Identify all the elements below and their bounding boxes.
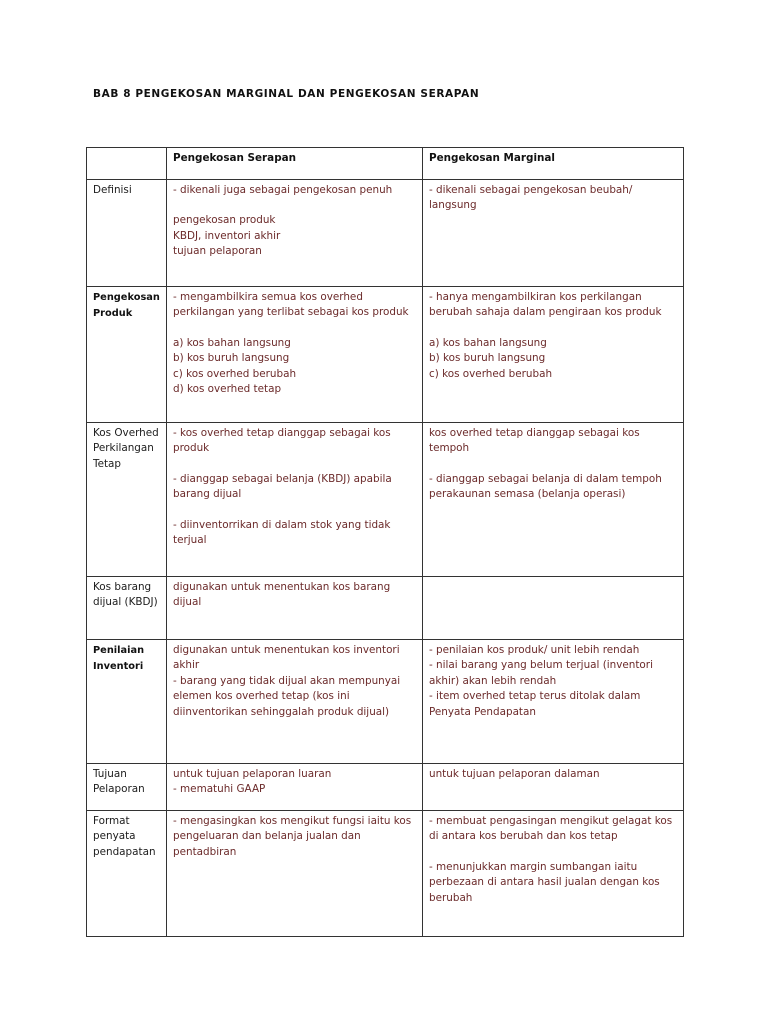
cell-text-line: perbezaan di antara hasil jualan dengan kos	[429, 876, 660, 889]
cell-text-line: - dikenali juga sebagai pengekosan penuh	[173, 184, 393, 196]
cell-text-line: - mematuhi GAAP	[173, 783, 266, 796]
cell-text-line: pengeluaran dan belanja jualan dan	[173, 830, 361, 843]
header-empty-cell	[87, 148, 167, 180]
cell-text-line: c) kos overhed berubah	[173, 367, 297, 380]
cell-text-line: - nilai barang yang belum terjual (inventori	[429, 659, 653, 672]
row-label: Tujuan Pelaporan	[87, 764, 167, 811]
cell-text-line: d) kos overhed tetap	[173, 383, 282, 396]
row-label: Format penyata pendapatan	[87, 811, 167, 937]
cell-text-line: - mengambilkira semua kos overhed	[173, 291, 363, 303]
cell-text-line: barang dijual	[173, 488, 242, 501]
paragraph-gap	[429, 457, 677, 472]
row-label: Kos Overhed Perkilangan Tetap	[87, 423, 167, 577]
row-label: Kos barang dijual (KBDJ)	[87, 577, 167, 640]
table-row	[87, 423, 684, 577]
cell-text-line: - mengasingkan kos mengikut fungsi iaitu kos	[173, 815, 412, 827]
paragraph-gap	[173, 503, 416, 518]
cell-text-line: b) kos buruh langsung	[429, 352, 546, 365]
table-row	[87, 180, 684, 287]
table-row	[87, 577, 684, 640]
header-serapan: Pengekosan Serapan	[167, 148, 423, 180]
table-row	[87, 764, 684, 811]
cell-serapan	[167, 423, 423, 577]
cell-text-line: langsung	[429, 199, 477, 212]
cell-text-line: dijual	[173, 596, 202, 609]
cell-text-line: - kos overhed tetap dianggap sebagai kos	[173, 427, 391, 439]
cell-text-line: - dianggap sebagai belanja (KBDJ) apabila	[173, 472, 392, 485]
paragraph-gap	[429, 321, 677, 336]
cell-text-line: di antara kos berubah dan kos tetap	[429, 830, 618, 843]
cell-marginal	[423, 811, 684, 937]
cell-text-line: tujuan pelaporan	[173, 245, 262, 258]
cell-text-line: a) kos bahan langsung	[173, 336, 291, 349]
table-row	[87, 287, 684, 423]
cell-serapan	[167, 640, 423, 764]
cell-serapan	[167, 577, 423, 640]
cell-serapan	[167, 764, 423, 811]
cell-text-line: akhir	[173, 659, 200, 672]
paragraph-gap	[173, 321, 416, 336]
cell-marginal	[423, 287, 684, 423]
cell-text-line: pentadbiran	[173, 845, 237, 858]
cell-text-line: produk	[173, 442, 210, 455]
cell-text-line: - menunjukkan margin sumbangan iaitu	[429, 860, 638, 873]
cell-serapan	[167, 811, 423, 937]
paragraph-gap	[429, 845, 677, 860]
cell-marginal	[423, 180, 684, 287]
cell-text-line: - penilaian kos produk/ unit lebih rendah	[429, 644, 640, 656]
cell-marginal	[423, 764, 684, 811]
cell-text-line: a) kos bahan langsung	[429, 336, 547, 349]
cell-serapan	[167, 180, 423, 287]
cell-text-line: berubah sahaja dalam pengiraan kos produk	[429, 306, 662, 319]
cell-text-line: - dikenali sebagai pengekosan beubah/	[429, 184, 633, 196]
table-row	[87, 811, 684, 937]
page-title: BAB 8 PENGEKOSAN MARGINAL DAN PENGEKOSAN SERAPAN	[93, 88, 480, 100]
cell-marginal	[423, 423, 684, 577]
cell-text-line: - diinventorrikan di dalam stok yang tidak	[173, 518, 391, 531]
cell-text-line: untuk tujuan pelaporan dalaman	[429, 768, 600, 780]
cell-text-line: perakaunan semasa (belanja operasi)	[429, 488, 626, 501]
cell-marginal	[423, 577, 684, 640]
cell-text-line: untuk tujuan pelaporan luaran	[173, 768, 332, 780]
row-label: Pengekosan Produk	[87, 287, 167, 423]
cell-text-line: digunakan untuk menentukan kos barang	[173, 581, 391, 593]
cell-text-line: - barang yang tidak dijual akan mempunyai	[173, 674, 401, 687]
cell-text-line: berubah	[429, 891, 473, 904]
cell-text-line: KBDJ, inventori akhir	[173, 229, 281, 242]
paragraph-gap	[173, 457, 416, 472]
cell-text-line: kos overhed tetap dianggap sebagai kos	[429, 427, 640, 439]
cell-text-line: Penyata Pendapatan	[429, 705, 536, 718]
cell-marginal	[423, 640, 684, 764]
table-row	[87, 640, 684, 764]
row-label: Penilaian Inventori	[87, 640, 167, 764]
cell-text-line: - item overhed tetap terus ditolak dalam	[429, 690, 641, 703]
cell-text-line: elemen kos overhed tetap (kos ini	[173, 690, 350, 703]
cell-text-line: b) kos buruh langsung	[173, 352, 290, 365]
cell-text-line: - dianggap sebagai belanja di dalam tempoh	[429, 472, 662, 485]
cell-text-line: c) kos overhed berubah	[429, 367, 553, 380]
paragraph-gap	[173, 198, 416, 213]
cell-text-line: diinventorikan sehinggalah produk dijual)	[173, 705, 390, 718]
cell-text-line: terjual	[173, 534, 207, 547]
table-header-row	[87, 148, 684, 180]
row-label: Definisi	[87, 180, 167, 287]
cell-text-line: akhir) akan lebih rendah	[429, 674, 557, 687]
cell-text-line: pengekosan produk	[173, 214, 276, 227]
cell-serapan	[167, 287, 423, 423]
header-marginal: Pengekosan Marginal	[423, 148, 684, 180]
comparison-table	[86, 147, 684, 937]
cell-text-line: perkilangan yang terlibat sebagai kos produk	[173, 306, 409, 319]
cell-text-line: - membuat pengasingan mengikut gelagat kos	[429, 815, 673, 827]
cell-text-line: tempoh	[429, 442, 470, 455]
cell-text-line: - hanya mengambilkiran kos perkilangan	[429, 291, 642, 303]
cell-text-line: digunakan untuk menentukan kos inventori	[173, 644, 400, 656]
